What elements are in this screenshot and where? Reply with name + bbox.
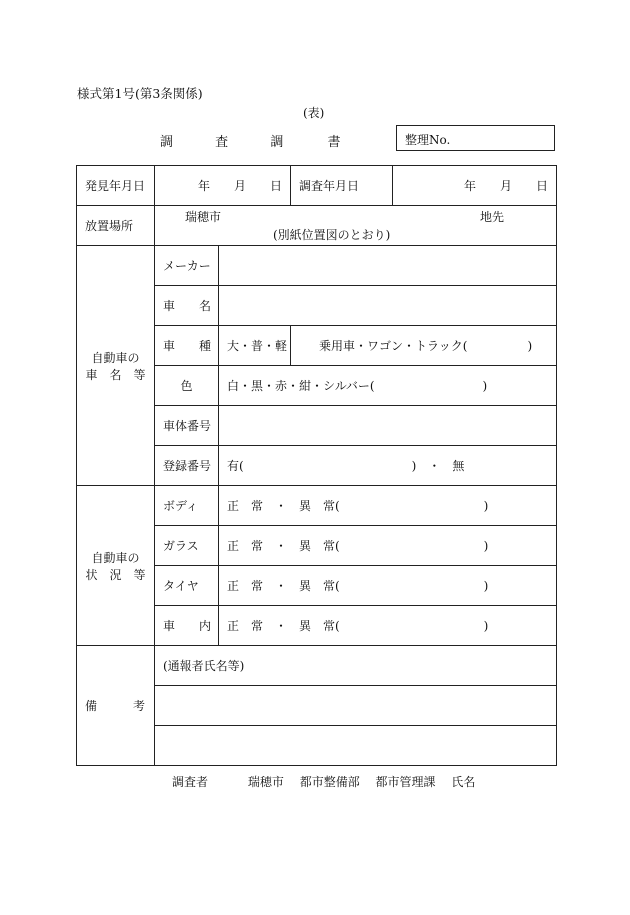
reporter-field[interactable]: (通報者氏名等): [155, 646, 557, 686]
car-name-label: 車 名: [155, 286, 219, 326]
place-note: (別紙位置図のとおり): [273, 227, 391, 242]
tire-label: タイヤ: [155, 566, 219, 606]
vehicle-state-group-line1: 自動車の: [91, 550, 140, 565]
maker-row: [77, 246, 557, 286]
investigator-label: 調査者: [172, 775, 209, 789]
place-row: [77, 206, 557, 246]
footer-city: 瑞穂市: [247, 775, 284, 789]
survey-table: [76, 165, 557, 766]
title-char-3: 調: [270, 135, 284, 150]
title-char-1: 調: [160, 135, 174, 150]
interior-field[interactable]: 正 常 ・ 異 常( ): [219, 606, 557, 646]
footer-name-label: 氏名: [451, 775, 476, 789]
glass-label: ガラス: [155, 526, 219, 566]
survey-date-field[interactable]: 年 月 日: [393, 166, 557, 206]
survey-date-label: 調査年月日: [291, 166, 393, 206]
car-type-label: 車 種: [155, 326, 219, 366]
tire-field[interactable]: 正 常 ・ 異 常( ): [219, 566, 557, 606]
color-label: 色: [155, 366, 219, 406]
reg-no-label: 登録番号: [155, 446, 219, 486]
car-name-field[interactable]: [219, 286, 557, 326]
remarks-line-3[interactable]: [155, 726, 557, 766]
vehicle-name-group-label: [77, 246, 155, 486]
place-field[interactable]: [155, 206, 557, 246]
remarks-line-2[interactable]: [155, 686, 557, 726]
body-label: ボディ: [155, 486, 219, 526]
car-type-size[interactable]: 大・普・軽: [219, 326, 291, 366]
body-no-field[interactable]: [219, 406, 557, 446]
footer: [172, 773, 487, 790]
form-number: 様式第1号(第3条関係): [77, 86, 203, 101]
place-chisaki: 地先: [480, 209, 505, 224]
vehicle-name-group-line2: 車 名 等: [85, 367, 146, 382]
vehicle-state-group-line2: 状 況 等: [85, 567, 146, 582]
side-label: (表): [303, 106, 325, 120]
color-field[interactable]: 白・黒・赤・紺・シルバー( ): [219, 366, 557, 406]
found-date-label: 発見年月日: [77, 166, 155, 206]
interior-label: 車 内: [155, 606, 219, 646]
title-char-4: 書: [327, 135, 341, 150]
maker-label: メーカー: [155, 246, 219, 286]
body-field[interactable]: 正 常 ・ 異 常( ): [219, 486, 557, 526]
remarks-row: [77, 646, 557, 686]
place-city: 瑞穂市: [185, 209, 222, 224]
date-row: [77, 166, 557, 206]
document-title: [160, 131, 340, 150]
footer-dept: 都市整備部: [299, 775, 360, 789]
title-char-2: 査: [215, 135, 229, 150]
vehicle-state-group-label: [77, 486, 155, 646]
found-date-field[interactable]: 年 月 日: [155, 166, 291, 206]
state-row: [77, 486, 557, 526]
glass-field[interactable]: 正 常 ・ 異 常( ): [219, 526, 557, 566]
seiri-number-box[interactable]: [396, 125, 555, 151]
place-label: 放置場所: [77, 206, 155, 246]
seiri-label: 整理No.: [405, 133, 451, 147]
car-type-kind[interactable]: 乗用車・ワゴン・トラック( ): [291, 326, 557, 366]
body-no-label: 車体番号: [155, 406, 219, 446]
remarks-label: 備 考: [77, 646, 155, 766]
vehicle-name-group-line1: 自動車の: [91, 350, 140, 365]
footer-section: 都市管理課: [375, 775, 436, 789]
maker-field[interactable]: [219, 246, 557, 286]
reg-no-field[interactable]: 有( ) ・ 無: [219, 446, 557, 486]
